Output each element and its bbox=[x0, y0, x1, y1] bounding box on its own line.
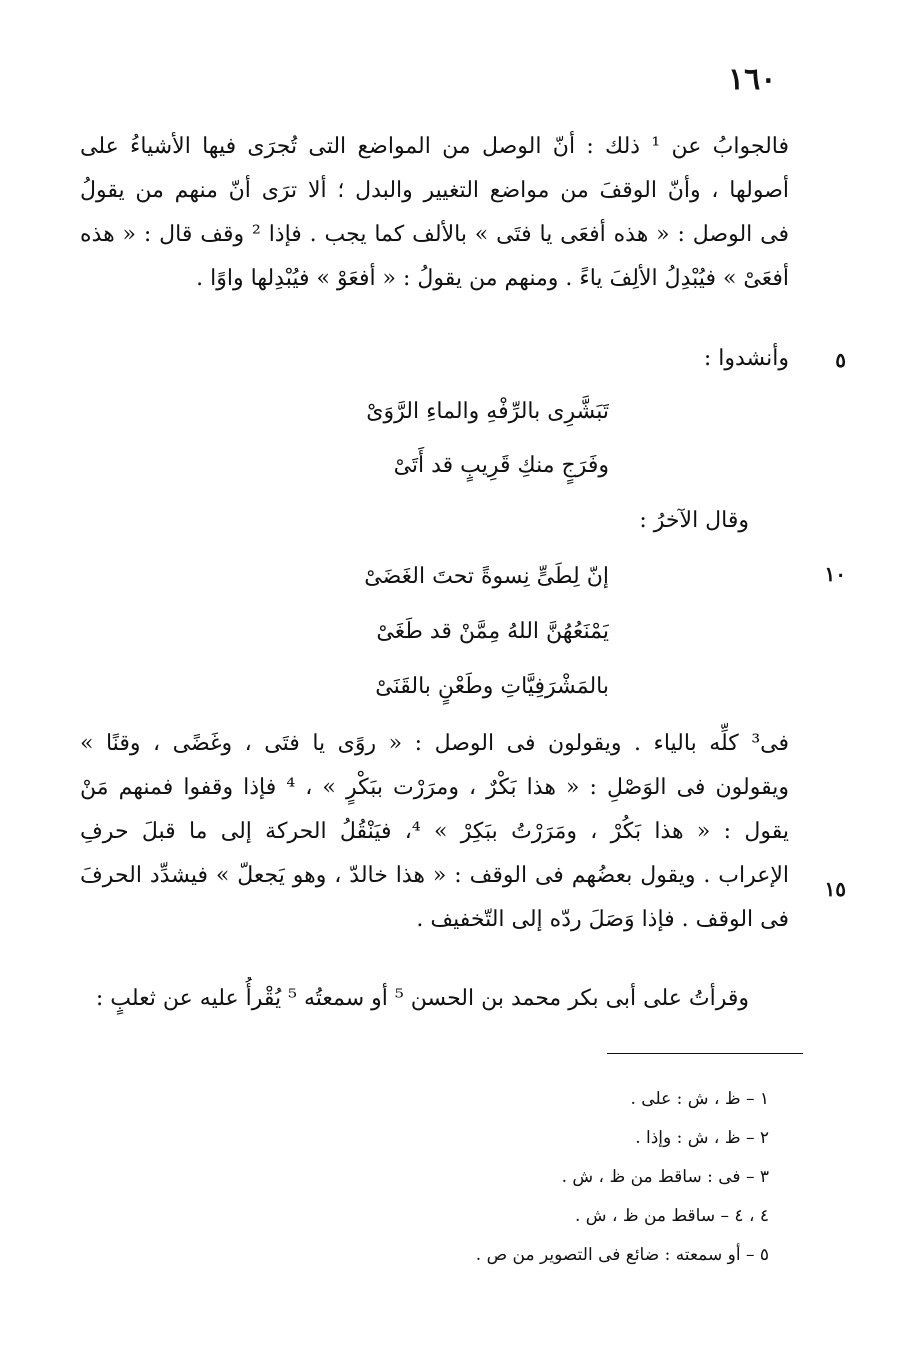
footnote: ١ – ظ ، ش : على . bbox=[630, 1089, 769, 1109]
footnote: ٥ – أو سمعته : ضائع فى التصوير من ص . bbox=[475, 1245, 769, 1265]
footnote: ٤ ، ٤ – ساقط من ظ ، ش . bbox=[574, 1206, 769, 1226]
text-line: وقرأتُ على أبى بكر محمد بن الحسن ⁵ أو سمعتُه ⁵ يُقْرأُ عليه عن ثعلبٍ : bbox=[95, 986, 749, 1011]
footnotes bbox=[300, 1080, 769, 1275]
text-line: ويقولون فى الوَصْلِ : « هذا بَكْرٌ ، ومرَرْت ببَكْرٍ » ، ⁴ فإذا وقفوا فمنهم مَنْ bbox=[80, 775, 789, 800]
text-line: فى الوصل : « هذه أفعَى يا فتَى » بالألف كما يجب . فإذا ² وقف قال : « هذه bbox=[80, 222, 789, 247]
verse-line: يَمْنَعُهُنَّ اللهُ مِمَّنْ قد طَغَىْ bbox=[376, 619, 609, 644]
paragraph-3 bbox=[80, 977, 789, 1021]
intro-verse-1: وأنشدوا : bbox=[703, 346, 789, 371]
line-number-10: ١٠ bbox=[824, 562, 846, 586]
verse-line: إنّ لِطَىٍّ نِسوةً تحتَ الغَضَىْ bbox=[364, 564, 609, 589]
line-number-15: ١٥ bbox=[824, 877, 846, 901]
text-line: يقول : « هذا بَكُرْ ، ومَرَرْتُ ببَكِرْ » ⁴، فيَنْقُلُ الحركة إلى ما قبلَ حرفِ bbox=[80, 819, 789, 844]
text-line: الإعراب . ويقول بعضُهم فى الوقف : « هذا خالدّ ، وهو يَجعلّ » فيشدِّد الحرفَ bbox=[80, 863, 789, 888]
paragraph-1 bbox=[80, 125, 789, 301]
footnote-divider bbox=[607, 1053, 803, 1054]
paragraph-2 bbox=[80, 722, 789, 942]
intro-verse-2: وقال الآخرُ : bbox=[639, 508, 749, 533]
text-line: فى الوقف . فإذا وَصَلَ ردّه إلى التّخفيف . bbox=[416, 907, 789, 932]
verse-line: تَبَشَّرِى بالرِّفْهِ والماءِ الرَّوَىْ bbox=[366, 399, 609, 424]
footnote: ٣ – فى : ساقط من ظ ، ش . bbox=[561, 1167, 769, 1187]
verse-line: وفَرَجٍ منكِ قَرِيبٍ قد أَتَىْ bbox=[393, 453, 609, 478]
text-line: أفعَىْ » فيُبْدِلُ الألِفَ ياءً . ومنهم من يقولُ : « أفعَوْ » فيُبْدِلها واوًا . bbox=[196, 266, 789, 291]
page-number: ١٦٠ bbox=[728, 62, 777, 97]
text-line: فالجوابُ عن ¹ ذلك : أنّ الوصل من المواضع التى تُجرَى فيها الأشياءُ على bbox=[80, 134, 789, 159]
verse-2 bbox=[260, 555, 609, 709]
verse-1 bbox=[260, 390, 609, 488]
text-line: فى³ كلِّه بالياء . ويقولون فى الوصل : « روًى يا فتَى ، وغَضًى ، وقنًا » bbox=[80, 731, 789, 756]
footnote: ٢ – ظ ، ش : وإذا . bbox=[635, 1128, 769, 1148]
text-line: أصولها ، وأنّ الوقفَ من مواضع التغيير والبدل ؛ ألا ترَى أنّ منهم من يقولُ bbox=[80, 178, 789, 203]
line-number-5: ٥ bbox=[835, 348, 846, 372]
verse-line: بالمَشْرَفِيَّاتِ وطَعْنٍ بالقَنَىْ bbox=[375, 674, 609, 699]
